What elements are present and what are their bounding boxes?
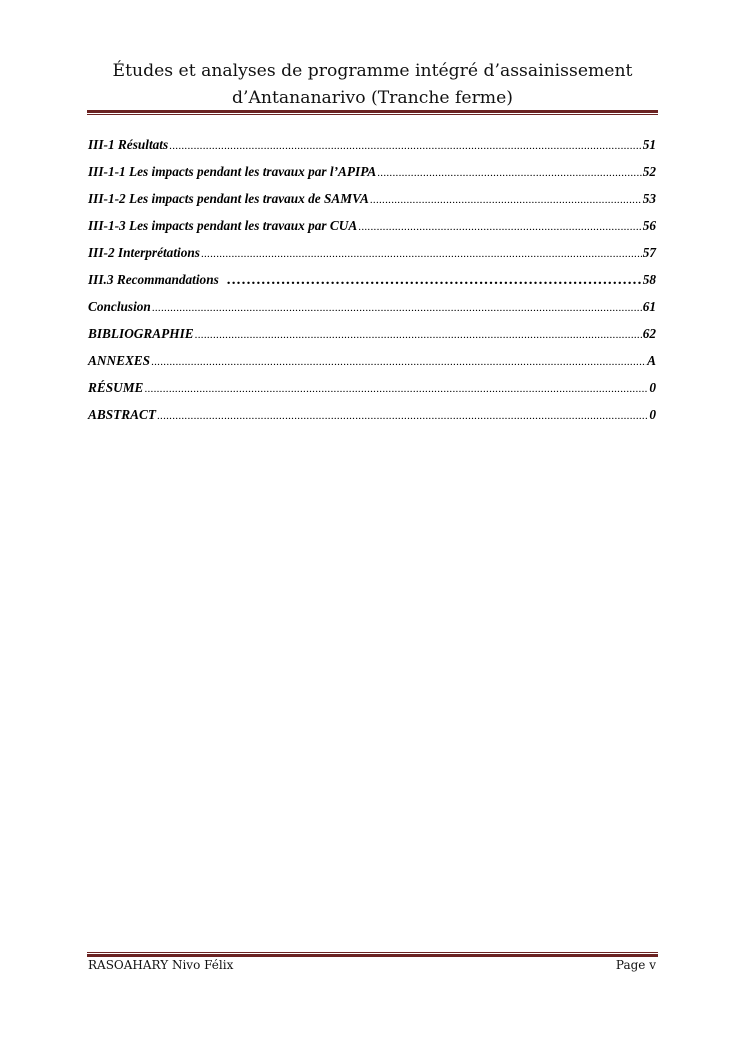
toc-entry-impacts-apipa[interactable]	[88, 158, 656, 185]
toc-leader	[195, 322, 642, 349]
toc-entry-impacts-samva[interactable]	[88, 185, 656, 212]
toc-entry-page: 52	[642, 164, 656, 179]
toc-entry-page: 62	[642, 326, 656, 341]
toc-entry-page: 51	[642, 137, 656, 152]
table-of-contents	[88, 131, 656, 428]
toc-entry-page: 57	[642, 245, 656, 260]
footer-author: RASOAHARY Nivo Félix	[88, 958, 234, 972]
toc-leader	[157, 403, 648, 430]
toc-entry-resume[interactable]	[88, 374, 656, 401]
toc-entry-resultats[interactable]	[88, 131, 656, 158]
header-title-line2: d’Antananarivo (Tranche ferme)	[232, 88, 513, 108]
toc-entry-conclusion[interactable]	[88, 293, 656, 320]
running-footer	[88, 958, 656, 972]
toc-leader	[358, 214, 641, 241]
toc-leader	[144, 376, 648, 403]
header-rule	[87, 110, 658, 115]
footer-rule	[87, 952, 658, 957]
toc-entry-page: 0	[649, 380, 656, 395]
toc-leader	[377, 160, 641, 187]
toc-leader	[169, 133, 642, 160]
toc-entry-annexes[interactable]	[88, 347, 656, 374]
toc-leader	[152, 295, 642, 322]
toc-entry-abstract[interactable]	[88, 401, 656, 428]
toc-entry-title: Conclusion	[88, 299, 151, 314]
toc-leader	[151, 349, 646, 376]
toc-entry-page: 58	[642, 272, 656, 287]
toc-entry-title: BIBLIOGRAPHIE	[88, 326, 194, 341]
toc-entry-page: 61	[642, 299, 656, 314]
toc-entry-title: RÉSUME	[88, 380, 144, 395]
toc-entry-bibliographie[interactable]	[88, 320, 656, 347]
toc-entry-title: ANNEXES	[88, 353, 151, 368]
toc-leader	[201, 241, 642, 268]
toc-entry-title: III-1-1 Les impacts pendant les travaux par l’APIPA	[88, 164, 377, 179]
toc-entry-page: 0	[649, 407, 656, 422]
toc-entry-page: 56	[642, 218, 656, 233]
toc-entry-recommandations[interactable]	[88, 266, 656, 293]
toc-entry-interpretations[interactable]	[88, 239, 656, 266]
running-header	[87, 58, 658, 112]
toc-entry-title: III-2 Interprétations	[88, 245, 200, 260]
toc-entry-impacts-cua[interactable]	[88, 212, 656, 239]
toc-entry-page: A	[647, 353, 656, 368]
toc-entry-title: III-1-3 Les impacts pendant les travaux par CUA	[88, 218, 358, 233]
footer-page-number: Page v	[615, 958, 656, 972]
toc-entry-page: 53	[642, 191, 656, 206]
toc-entry-title: III-1-2 Les impacts pendant les travaux de SAMVA	[88, 191, 369, 206]
toc-entry-title: III.3 Recommandations	[88, 272, 219, 287]
toc-entry-title: III-1 Résultats	[88, 137, 169, 152]
toc-leader	[370, 187, 642, 214]
header-title-line1: Études et analyses de programme intégré d’assainissement	[112, 61, 633, 81]
toc-leader	[227, 267, 642, 294]
toc-entry-title: ABSTRACT	[88, 407, 156, 422]
